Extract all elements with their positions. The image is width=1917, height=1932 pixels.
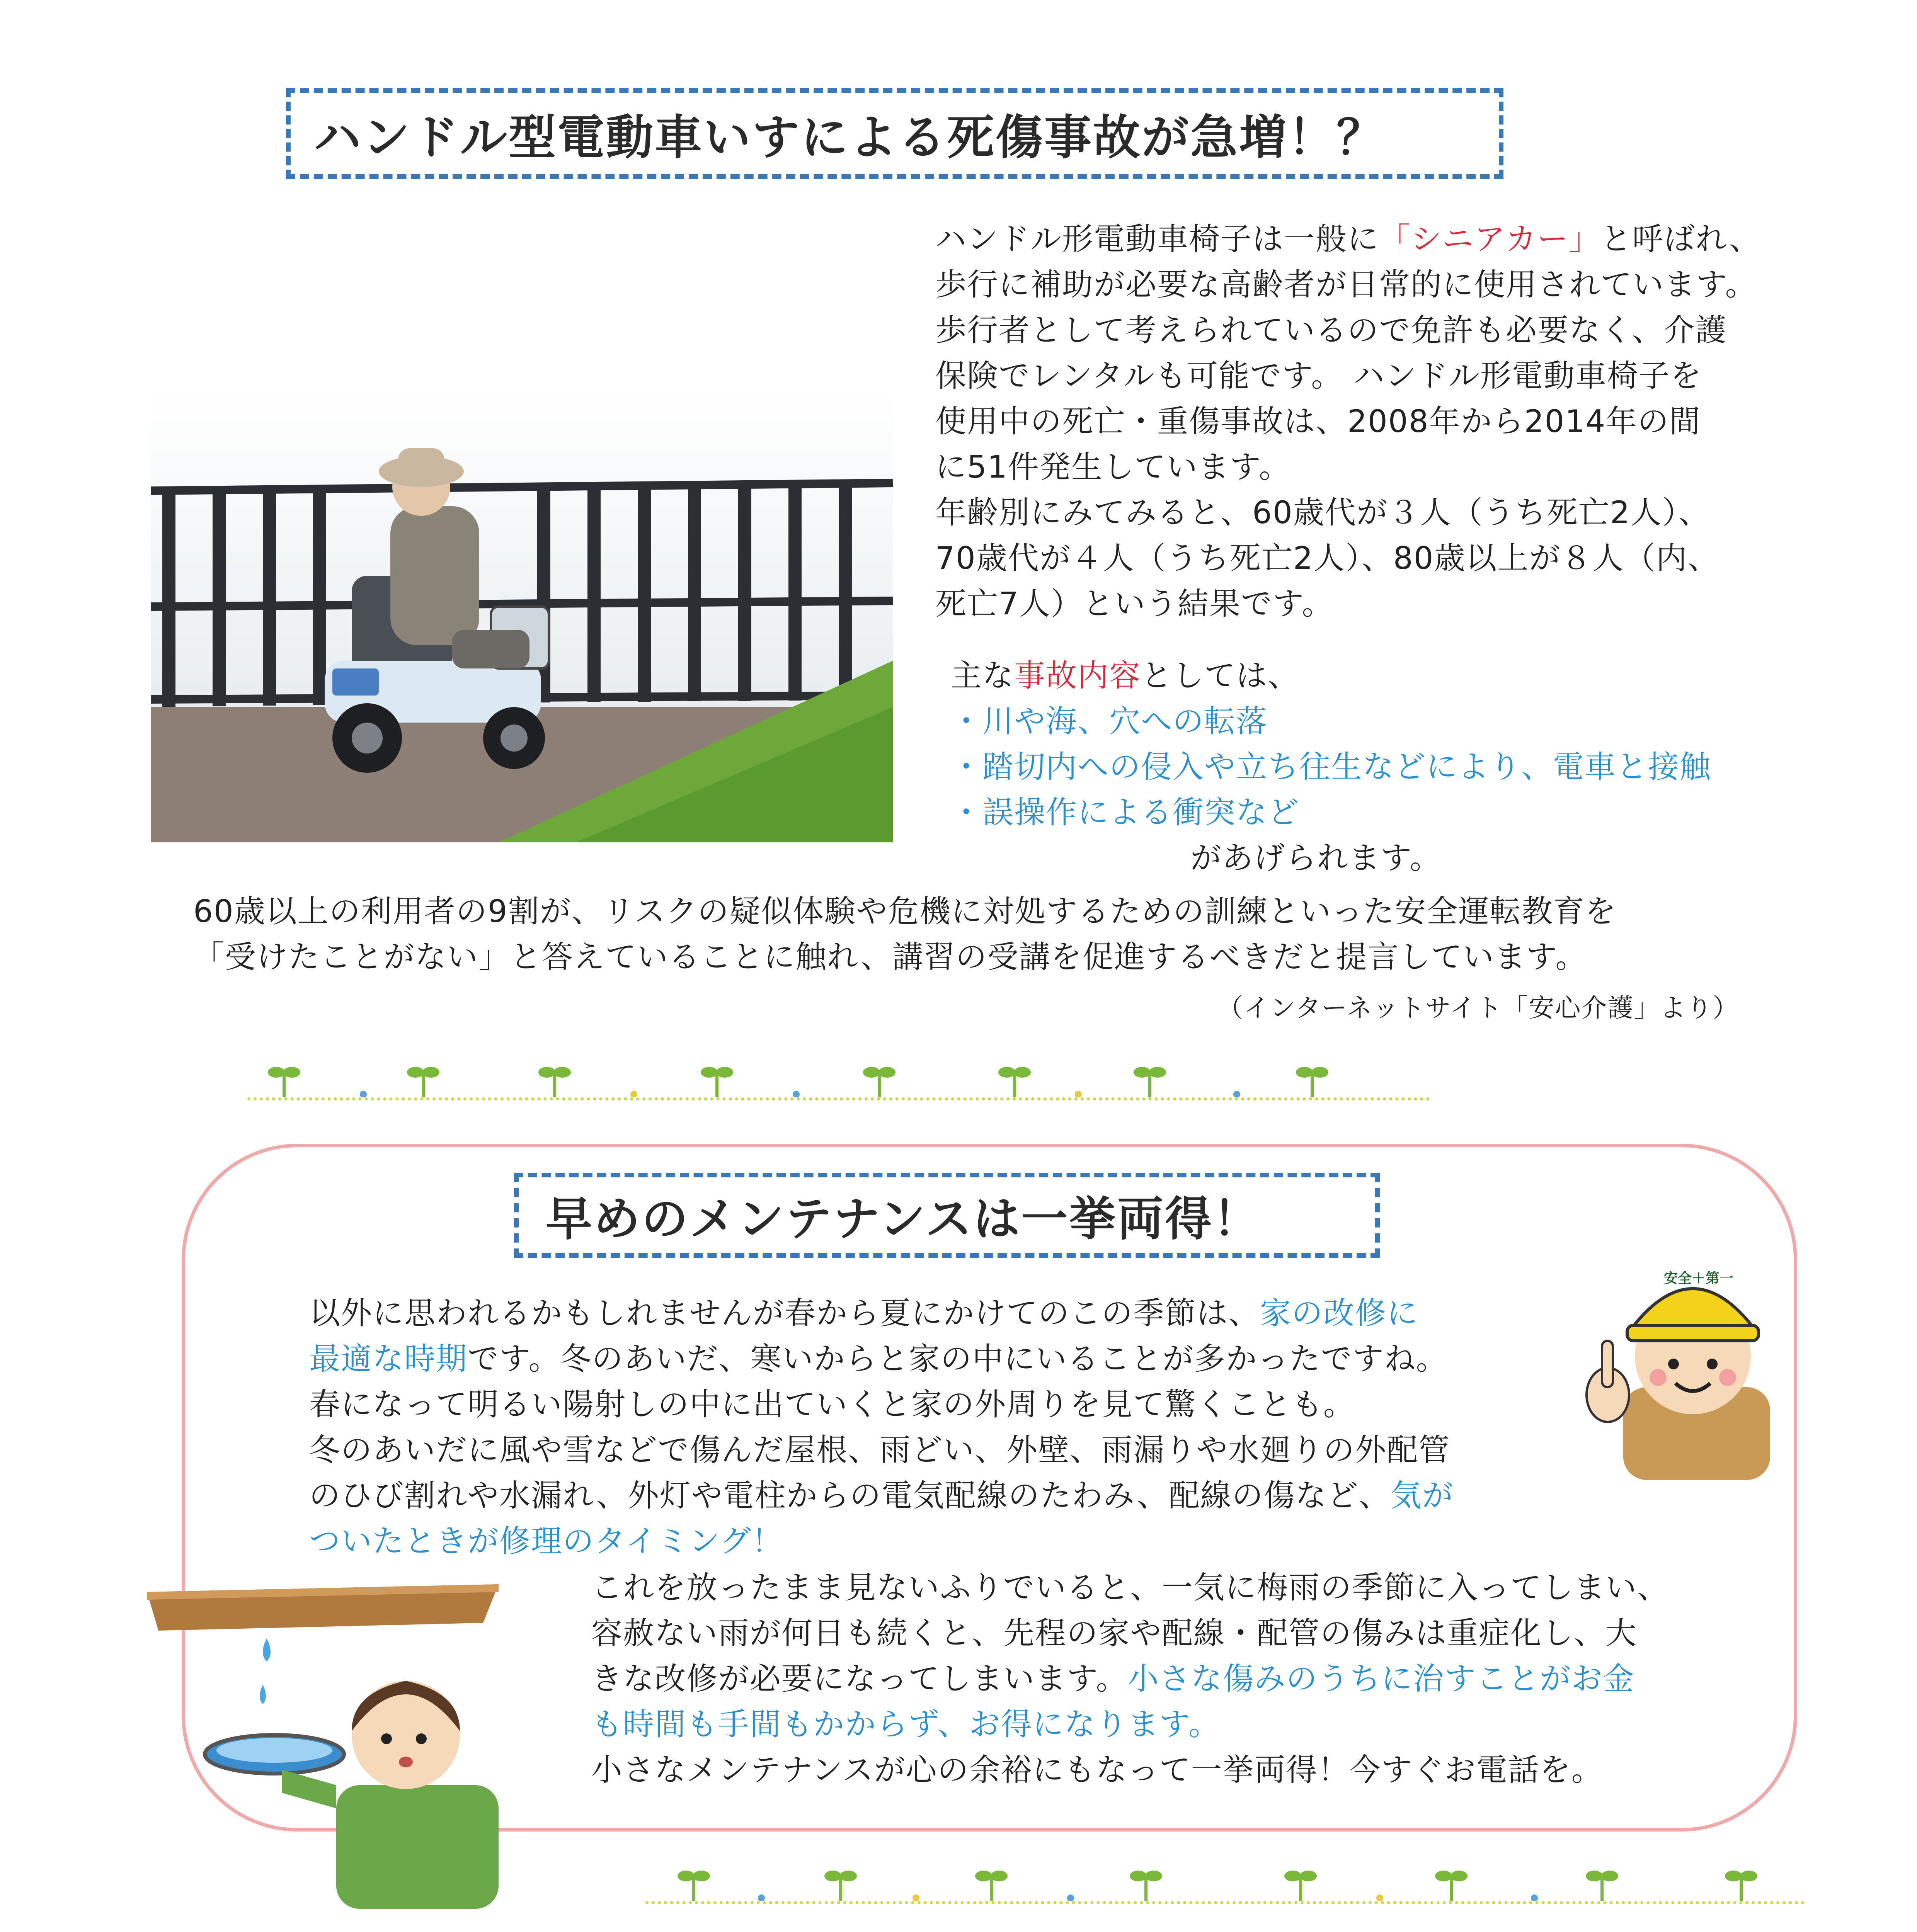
- s2-line-3: 春になって明るい陽射しの中に出ていくと家の外周りを見て驚くことも。: [309, 1386, 1355, 1422]
- worker-illustration: [1577, 1202, 1793, 1480]
- intro-line-3: 歩行者として考えられているので免許も必要なく、介護: [935, 312, 1727, 348]
- s2b-line-2: 容赦ない雨が何日も続くと、先程の家や配線・配管の傷みは重症化し、大: [591, 1615, 1637, 1651]
- sprout-divider-top: [247, 1051, 1430, 1100]
- section1-title: ハンドル型電動車いすによる死傷事故が急増！？: [314, 110, 1385, 165]
- intro-line-9: 死亡7人）という結果です。: [935, 586, 1334, 622]
- summary-line-2: 「受けたことがない」と答えていることに触れ、講習の受講を促進するべきだと提言しています。: [193, 939, 1587, 975]
- intro-line-6: に51件発生しています。: [935, 449, 1291, 485]
- s2-line-4: 冬のあいだに風や雪などで傷んだ屋根、雨どい、外壁、雨漏りや水廻りの外配管: [309, 1432, 1450, 1468]
- s2b-line-5: 小さなメンテナンスが心の余裕にもなって一挙両得！今すぐお電話を。: [591, 1752, 1603, 1788]
- section1-intro: [935, 216, 1824, 627]
- accident-item-1: ・川や海、穴への転落: [951, 703, 1268, 739]
- intro-line-7: 年齢別にみてみると、60歳代が３人（うち死亡2人）、: [935, 495, 1710, 531]
- helmet-label: 安全＋第一: [1664, 1270, 1734, 1286]
- section2-text-1: [309, 1291, 1585, 1564]
- intro-line-1: ハンドル形電動車椅子は一般に「シニアカー」と呼ばれ、: [935, 221, 1761, 257]
- sprout-icons-2: [645, 1855, 1805, 1901]
- sprout-icons: [247, 1051, 1430, 1097]
- intro-line-2: 歩行に補助が必要な高齢者が日常的に使用されています。: [935, 267, 1757, 303]
- accident-list: [951, 653, 1840, 881]
- s2-line-5: のひび割れや水漏れ、外灯や電柱からの電気配線のたわみ、配線の傷など、気が: [309, 1478, 1454, 1514]
- s2b-line-3: きな改修が必要になってしまいます。小さな傷みのうちに治すことがお金: [591, 1661, 1635, 1697]
- accident-item-3: ・誤操作による衝突など: [951, 794, 1299, 830]
- s2b-line-4: も時間も手間もかからず、お得になります。: [591, 1706, 1221, 1742]
- s2-line-6: ついたときが修理のタイミング！: [309, 1523, 783, 1559]
- sprout-divider-bottom: [645, 1855, 1805, 1904]
- summary-line-1: 60歳以上の利用者の9割が、リスクの疑似体験や危機に対処するための訓練といった安全運転教育を: [193, 893, 1617, 929]
- section2-text-2: [591, 1565, 1751, 1793]
- source-note: （インターネットサイト「安心介護」より）: [1217, 993, 1739, 1023]
- s2b-line-1: これを放ったまま見ないふりでいると、一気に梅雨の季節に入ってしまい、: [591, 1570, 1669, 1605]
- section2-title: 早めのメンテナンスは一挙両得！: [546, 1192, 1261, 1246]
- scooter-photo-illustration: [151, 390, 893, 842]
- section1-summary: [193, 889, 1855, 980]
- intro-line-5: 使用中の死亡・重傷事故は、2008年から2014年の間: [935, 403, 1701, 439]
- accident-tail: があげられます。: [1190, 840, 1442, 876]
- leak-illustration: [135, 1569, 514, 1909]
- s2-line-2: 最適な時期です。冬のあいだ、寒いからと家の中にいることが多かったですね。: [309, 1341, 1448, 1377]
- scooter-photo: [151, 390, 893, 842]
- accident-lead: 主な事故内容としては、: [951, 658, 1299, 694]
- intro-line-8: 70歳代が４人（うち死亡2人）、80歳以上が８人（内、: [935, 540, 1720, 576]
- section1-title-box: [286, 88, 1503, 179]
- intro-line-4: 保険でレンタルも可能です。 ハンドル形電動車椅子を: [935, 358, 1702, 394]
- leak-woman-icon: [135, 1569, 514, 1909]
- helmet-worker-icon: [1577, 1202, 1793, 1480]
- senior-car-term: 「シニアカー」: [1379, 221, 1601, 257]
- s2-line-1: 以外に思われるかもしれませんが春から夏にかけてのこの季節は、家の改修に: [309, 1295, 1418, 1331]
- section2-title-box: [514, 1173, 1380, 1258]
- accident-item-2: ・踏切内への侵入や立ち往生などにより、電車と接触: [951, 749, 1711, 785]
